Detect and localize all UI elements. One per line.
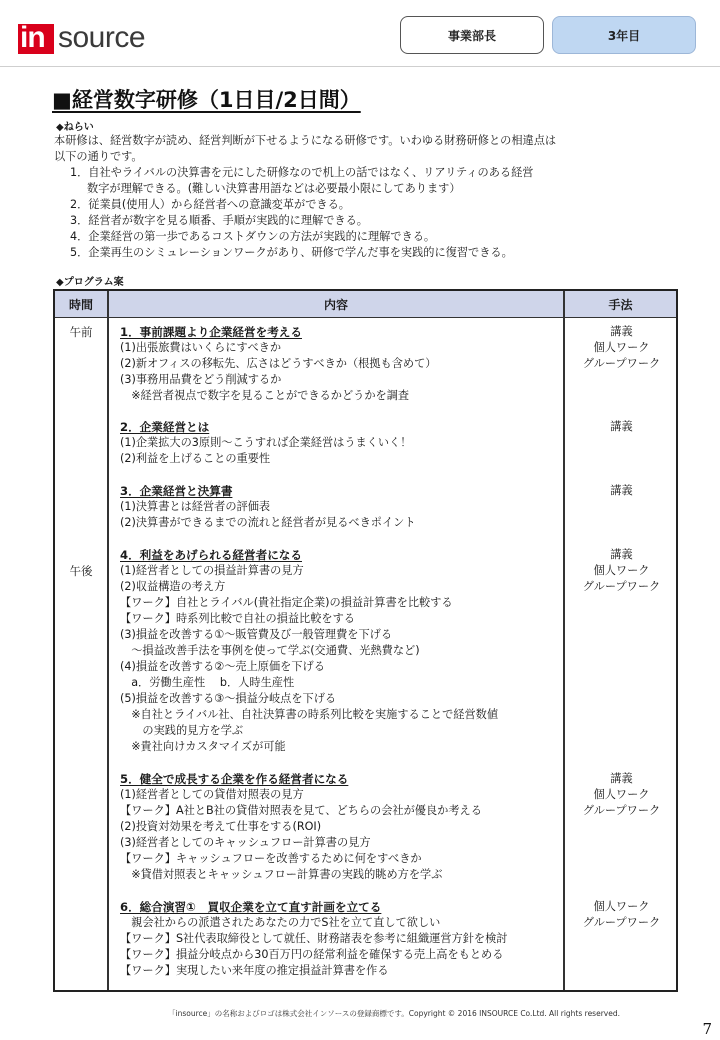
aim-point: 3．経営者が数字を見る順番、手順が実践的に理解できる。: [70, 214, 368, 227]
column-header-method: 手法: [608, 298, 633, 312]
section-title: 4．利益をあげられる経営者になる: [120, 548, 302, 562]
section-line: (1)経営者としての損益計算書の見方: [120, 564, 304, 577]
section-title: 3．企業経営と決算書: [120, 484, 233, 498]
aim-heading: ◆ねらい: [56, 122, 94, 133]
section-line: (5)損益を改善する③～損益分岐点を下げる: [120, 692, 337, 705]
method-item: 講義: [610, 420, 633, 433]
page-title: ■経営数字研修（1日目/2日間）: [52, 88, 361, 112]
section-title: 5．健全で成長する企業を作る経営者になる: [120, 772, 349, 786]
year-label-box: 3年目: [552, 16, 696, 54]
program-section: [120, 547, 560, 755]
method-item: 個人ワーク: [593, 900, 650, 913]
section-line: 【ワーク】キャッシュフローを改善するために何をすべきか: [120, 852, 422, 865]
section-line: (1)企業拡大の3原則～こうすれば企業経営はうまくいく！: [120, 436, 412, 449]
section-line: ～損益改善手法を事例を使って学ぶ(交通費、光熱費など): [120, 644, 420, 657]
section-line: (1)出張旅費はいくらにすべきか: [120, 341, 282, 354]
aim-points: [70, 165, 690, 261]
section-line: (4)損益を改善する②～売上原価を下げる: [120, 660, 325, 673]
column-header-time: 時間: [68, 298, 93, 312]
program-section: [120, 324, 560, 404]
aim-point: 2．従業員(使用人）から経営者への意識変革ができる。: [70, 198, 350, 211]
method-item: 個人ワーク: [593, 341, 650, 354]
method-item: グループワーク: [582, 804, 661, 817]
column-header-content: 内容: [323, 298, 348, 312]
column-divider: [563, 291, 565, 990]
program-section: [120, 483, 560, 531]
program-section: [120, 419, 560, 467]
aim-intro: [54, 133, 674, 165]
time-afternoon: 午後: [69, 564, 93, 578]
section-line: ※貸借対照表とキャッシュフロー計算書の実践的眺め方を学ぶ: [120, 868, 443, 881]
aim-intro-line: 本研修は、経営数字が読め、経営判断が下せるようになる研修です。いわゆる財務研修との相違点は: [54, 134, 557, 147]
section-line: (1)経営者としての貸借対照表の見方: [120, 788, 304, 801]
section-line: 【ワーク】時系列比較で自社の損益比較をする: [120, 612, 355, 625]
section-title: 6．総合演習① 買収企業を立て直す計画を立てる: [120, 900, 382, 914]
logo-source-text: source: [58, 21, 146, 54]
program-section: [120, 771, 560, 883]
section-line: a．労働生産性 b．人時生産性: [120, 676, 295, 689]
aim-point: 5．企業再生のシミュレーションワークがあり、研修で学んだ事を実践的に復習できる。: [70, 246, 513, 259]
section-line: 親会社からの派遣されたあなたの力でS社を立て直して欲しい: [120, 916, 441, 929]
section-line: (3)損益を改善する①～販管費及び一般管理費を下げる: [120, 628, 393, 641]
method-item: 個人ワーク: [593, 564, 650, 577]
section-line: (2)利益を上げることの重要性: [120, 452, 271, 465]
time-morning: 午前: [69, 325, 93, 339]
section-line: 【ワーク】損益分岐点から30百万円の経常利益を確保する売上高をもとめる: [120, 948, 504, 961]
copyright-footer: 「insource」の名称およびロゴは株式会社インソースの登録商標です。Copyright © 2016 INSOURCE Co.Ltd. All rights reserved.: [168, 1009, 620, 1018]
section-line: ※貴社向けカスタマイズが可能: [120, 740, 286, 753]
section-title: 2．企業経営とは: [120, 420, 210, 434]
method-item: 講義: [610, 484, 633, 497]
program-section: [120, 899, 560, 979]
section-line: (3)経営者としてのキャッシュフロー計算書の見方: [120, 836, 371, 849]
header-divider: [0, 66, 720, 67]
section-title: 1．事前課題より企業経営を考える: [120, 325, 302, 339]
column-divider: [107, 291, 109, 990]
section-line: 【ワーク】自社とライバル(貴社指定企業)の損益計算書を比較する: [120, 596, 453, 609]
aim-point-continued: 数字が理解できる。(難しい決算書用語などは必要最小限にしてあります）: [87, 182, 461, 195]
section-line: (2)収益構造の考え方: [120, 580, 226, 593]
section-line: 【ワーク】A社とB社の貸借対照表を見て、どちらの会社が優良か考える: [120, 804, 482, 817]
method-item: 講義: [610, 325, 633, 338]
section-line: 【ワーク】S社代表取締役として就任、財務諸表を参考に組織運営方針を検討: [120, 932, 508, 945]
method-item: グループワーク: [582, 916, 661, 929]
aim-point: 1．自社やライバルの決算書を元にした研修なので机上の話ではなく、リアリティのある経営: [70, 166, 534, 179]
method-item: グループワーク: [582, 357, 661, 370]
section-line: (2)決算書ができるまでの流れと経営者が見るべきポイント: [120, 516, 416, 529]
section-line: の実践的見方を学ぶ: [120, 724, 244, 737]
section-line: ※経営者視点で数字を見ることができるかどうかを調査: [120, 389, 410, 402]
role-label-box: 事業部長: [400, 16, 544, 54]
section-methods: [565, 324, 678, 372]
section-line: ※自社とライバル社、自社決算書の時系列比較を実施することで経営数値: [120, 708, 499, 721]
section-line: (1)決算書とは経営者の評価表: [120, 500, 271, 513]
logo-in-text: in: [20, 21, 45, 54]
aim-intro-line: 以下の通りです。: [54, 150, 143, 163]
section-methods: [565, 419, 678, 435]
program-table: [53, 289, 678, 992]
method-item: 個人ワーク: [593, 788, 650, 801]
section-line: (2)新オフィスの移転先、広さはどうすべきか（根拠も含めて）: [120, 357, 437, 370]
section-methods: [565, 771, 678, 819]
method-item: 講義: [610, 772, 633, 785]
section-line: (2)投資対効果を考えて仕事をする(ROI): [120, 820, 322, 833]
aim-point: 4．企業経営の第一歩であるコストダウンの方法が実践的に理解できる。: [70, 230, 436, 243]
insource-logo: [18, 20, 150, 56]
program-table-header: [55, 291, 676, 318]
section-methods: [565, 899, 678, 931]
section-methods: [565, 547, 678, 595]
section-line: (3)事務用品費をどう削減するか: [120, 373, 282, 386]
page-number: 7: [702, 1020, 712, 1038]
method-item: 講義: [610, 548, 633, 561]
program-heading: ◆プログラム案: [56, 277, 124, 288]
section-methods: [565, 483, 678, 499]
section-line: 【ワーク】実現したい来年度の推定損益計算書を作る: [120, 964, 389, 977]
method-item: グループワーク: [582, 580, 661, 593]
